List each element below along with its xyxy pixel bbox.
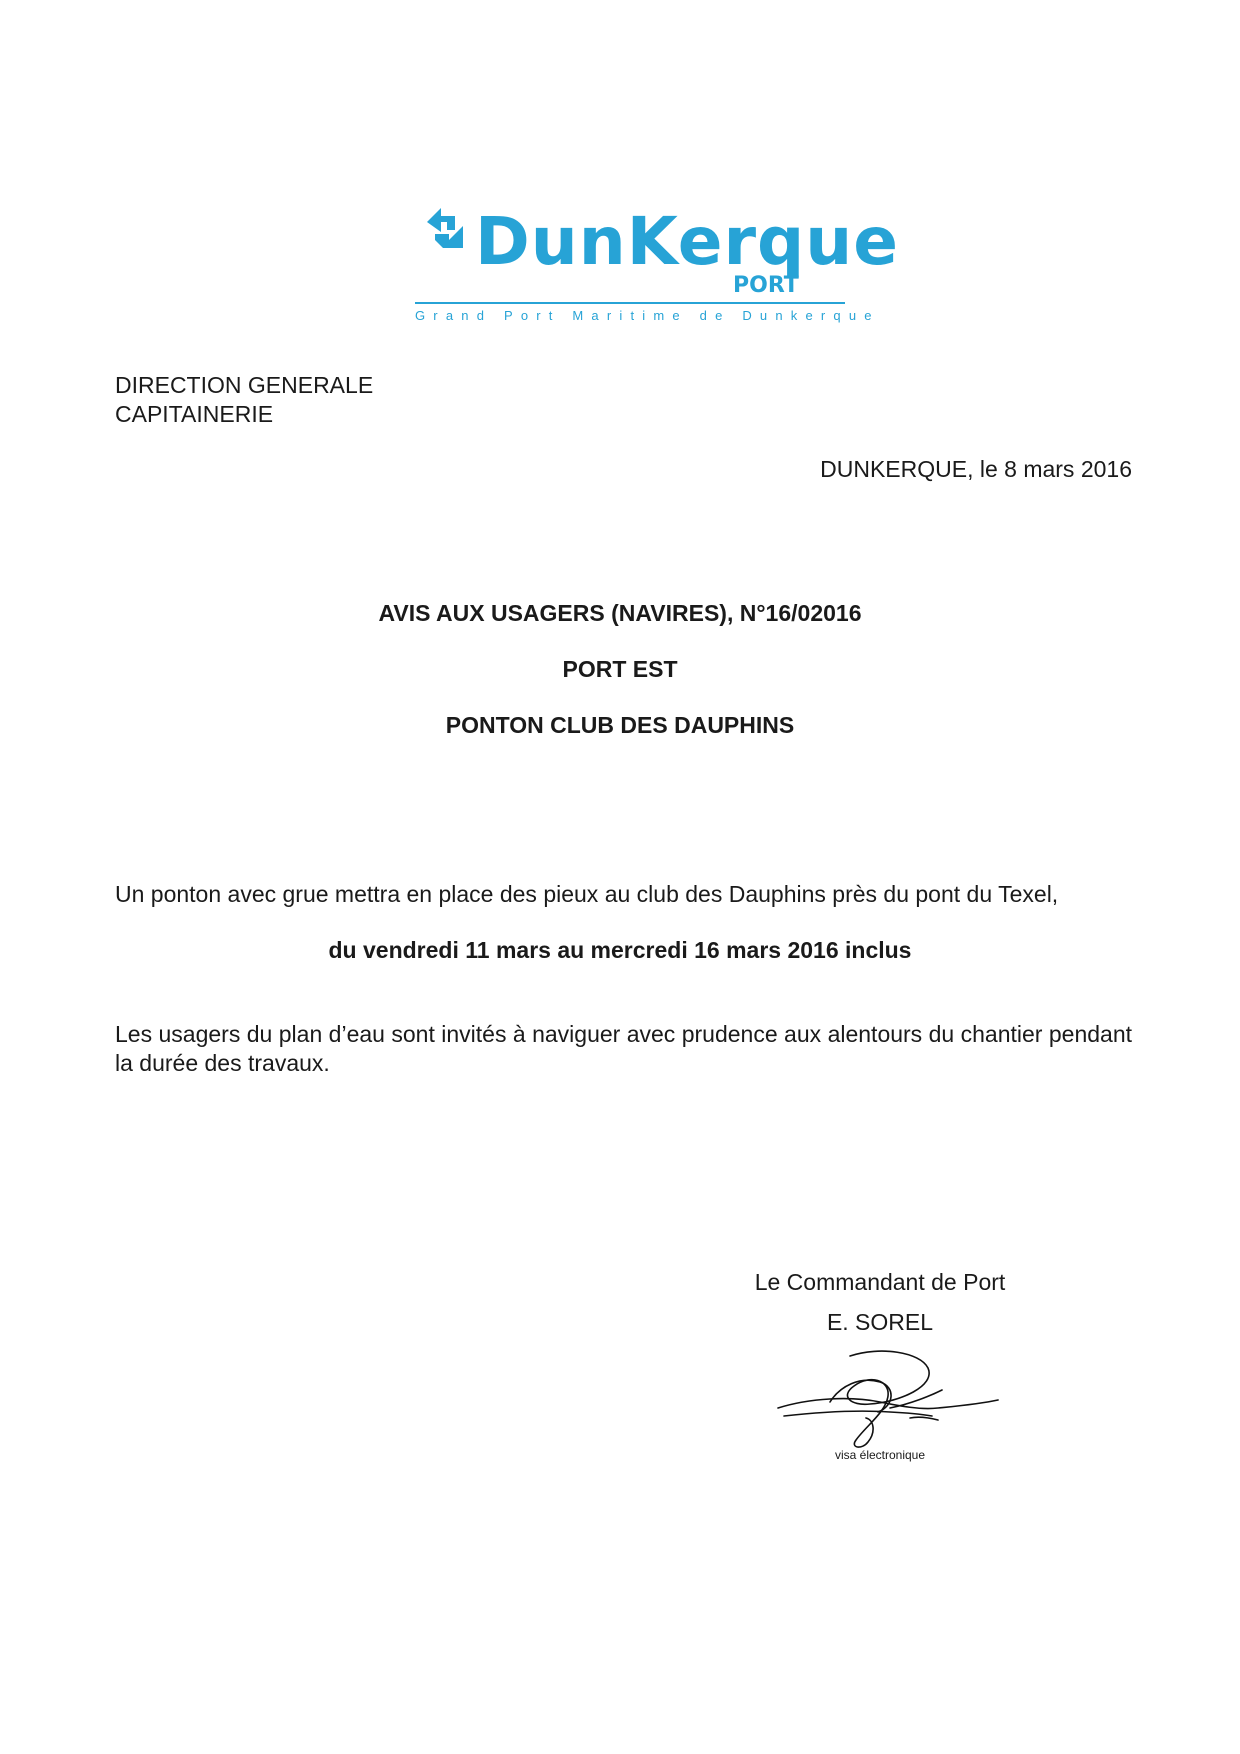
body-paragraph-1: Un ponton avec grue mettra en place des pieux au club des Dauphins près du pont du Texel, [115,881,1059,907]
body-paragraph-2: Les usagers du plan d’eau sont invités à naviguer avec prudence aux alentours du chantier pendant la durée des travaux. [115,1021,1132,1076]
place-and-date: DUNKERQUE, le 8 mars 2016 [820,456,1132,482]
notice-subject: PONTON CLUB DES DAUPHINS [445,712,795,738]
signatory-name: E. SOREL [826,1309,934,1335]
handwritten-signature [770,1346,1000,1450]
department-line-2: CAPITAINERIE [115,401,274,427]
notice-location: PORT EST [562,656,678,682]
body-dates: du vendredi 11 mars au mercredi 16 mars 2016 inclus [328,937,912,963]
notice-title: AVIS AUX USAGERS (NAVIRES), N°16/02016 [378,600,862,626]
port-logo [415,196,900,328]
svg-text:PORT: PORT [733,273,799,298]
electronic-visa-note: visa électronique [834,1448,926,1462]
signatory-title: Le Commandant de Port [754,1269,1006,1295]
logo-tagline: Grand Port Maritime de Dunkerque [415,308,880,323]
svg-text:DunKerque: DunKerque [475,203,900,280]
department-line-1: DIRECTION GENERALE [115,372,374,398]
dunkerque-port-logo-graphic [415,196,900,306]
